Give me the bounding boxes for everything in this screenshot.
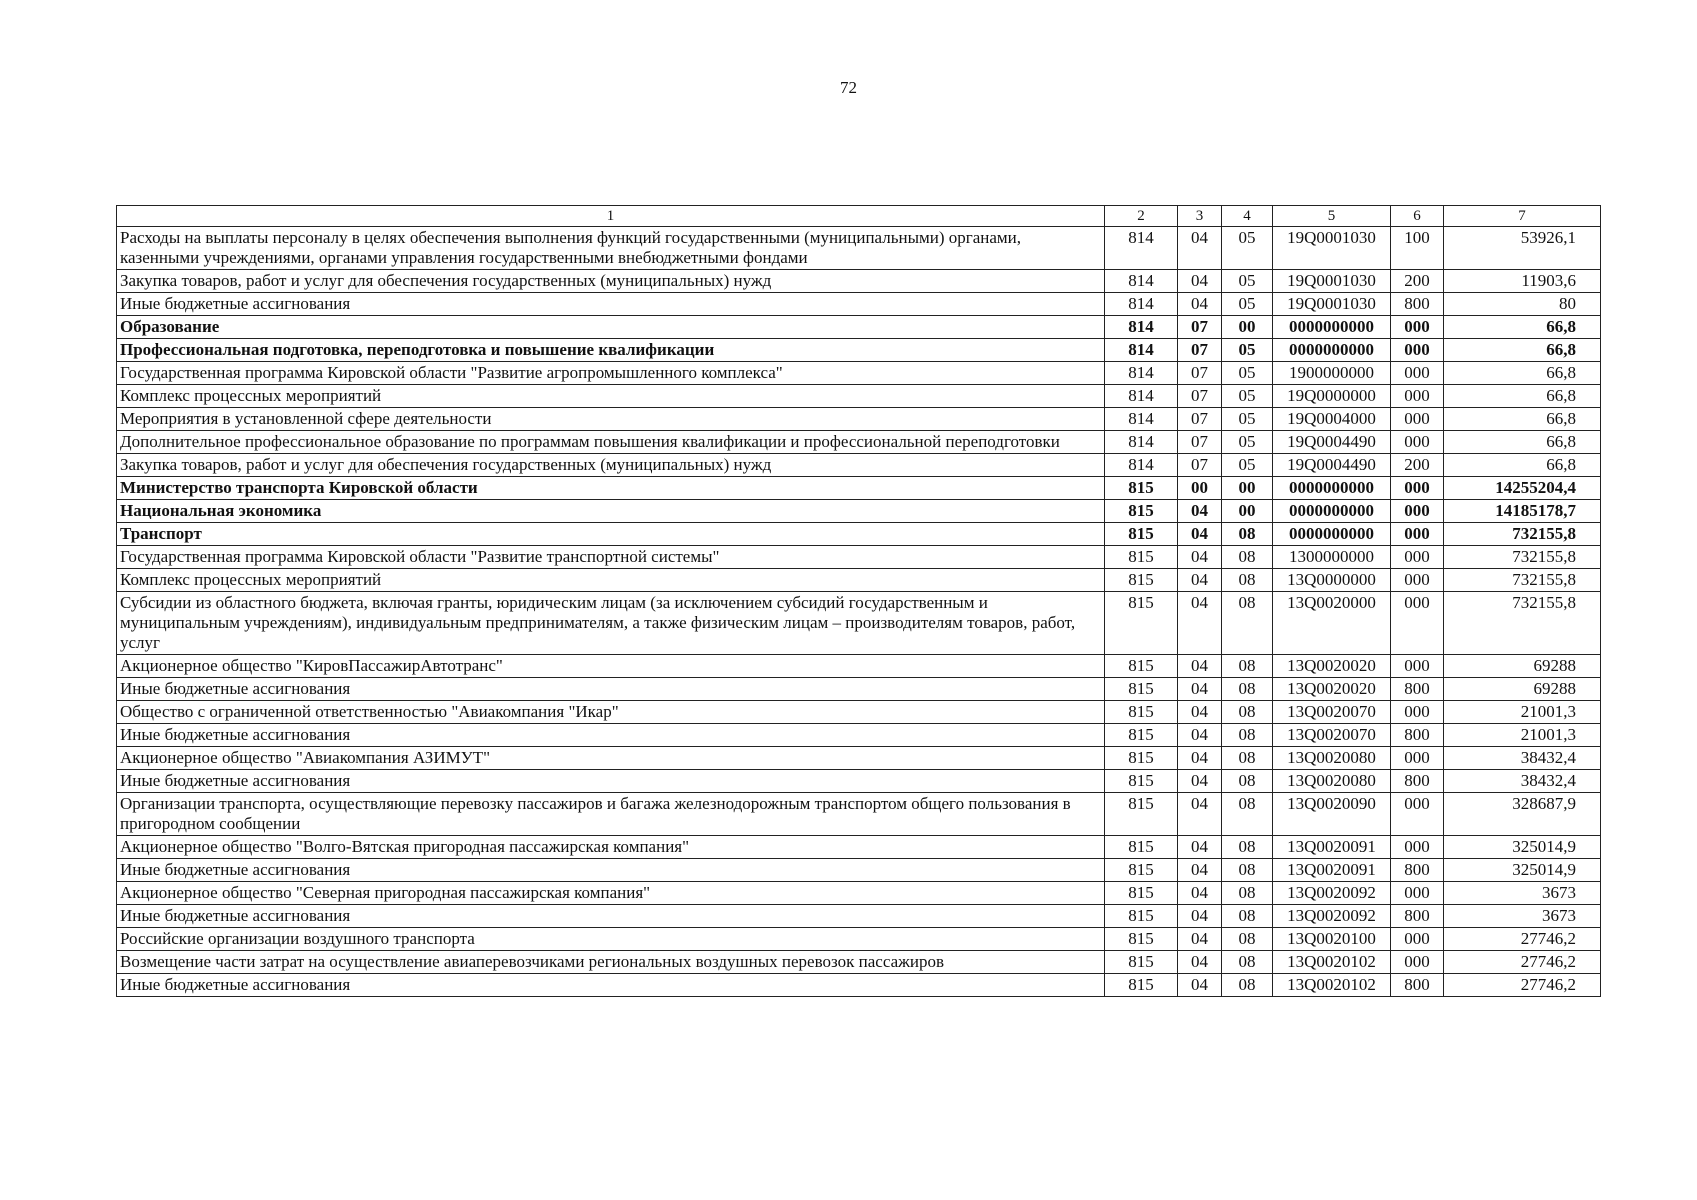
row-code-5: 13Q0020070 — [1273, 724, 1391, 747]
row-code-4: 08 — [1222, 951, 1273, 974]
row-code-6: 000 — [1391, 362, 1444, 385]
row-code-3: 04 — [1178, 770, 1222, 793]
row-code-3: 07 — [1178, 339, 1222, 362]
row-code-5: 13Q0020000 — [1273, 592, 1391, 655]
row-code-2: 814 — [1105, 227, 1178, 270]
column-header-7: 7 — [1444, 206, 1601, 227]
row-code-3: 04 — [1178, 859, 1222, 882]
row-code-5: 13Q0020092 — [1273, 882, 1391, 905]
row-code-3: 07 — [1178, 454, 1222, 477]
table-row — [117, 701, 1601, 724]
row-code-6: 000 — [1391, 339, 1444, 362]
row-code-2: 815 — [1105, 859, 1178, 882]
row-code-4: 08 — [1222, 770, 1273, 793]
row-name: Расходы на выплаты персоналу в целях обеспечения выполнения функций государственными (муниципальными) органами, казенными учреждениями, органами управления государственными внебюджетными фондами — [117, 227, 1105, 270]
table-row — [117, 836, 1601, 859]
row-code-6: 200 — [1391, 454, 1444, 477]
row-code-5: 19Q0004490 — [1273, 454, 1391, 477]
row-name: Иные бюджетные ассигнования — [117, 974, 1105, 997]
row-name: Мероприятия в установленной сфере деятельности — [117, 408, 1105, 431]
row-amount: 38432,4 — [1444, 747, 1601, 770]
row-code-6: 200 — [1391, 270, 1444, 293]
row-code-3: 04 — [1178, 678, 1222, 701]
row-code-2: 815 — [1105, 770, 1178, 793]
row-code-4: 05 — [1222, 293, 1273, 316]
row-code-2: 814 — [1105, 454, 1178, 477]
table-row — [117, 793, 1601, 836]
table-row — [117, 770, 1601, 793]
row-amount: 66,8 — [1444, 385, 1601, 408]
row-code-4: 08 — [1222, 678, 1273, 701]
table-row — [117, 747, 1601, 770]
row-code-4: 08 — [1222, 747, 1273, 770]
row-code-3: 04 — [1178, 905, 1222, 928]
row-code-6: 800 — [1391, 859, 1444, 882]
row-code-3: 04 — [1178, 882, 1222, 905]
row-code-2: 815 — [1105, 546, 1178, 569]
table-row — [117, 385, 1601, 408]
row-code-3: 04 — [1178, 951, 1222, 974]
row-name: Иные бюджетные ассигнования — [117, 293, 1105, 316]
row-amount: 66,8 — [1444, 408, 1601, 431]
row-code-2: 814 — [1105, 385, 1178, 408]
row-code-6: 000 — [1391, 836, 1444, 859]
table-row — [117, 951, 1601, 974]
row-code-5: 13Q0020090 — [1273, 793, 1391, 836]
table-row — [117, 905, 1601, 928]
row-name: Дополнительное профессиональное образование по программам повышения квалификации и профессиональной переподготовки — [117, 431, 1105, 454]
column-header-5: 5 — [1273, 206, 1391, 227]
row-name: Российские организации воздушного транспорта — [117, 928, 1105, 951]
row-code-5: 1900000000 — [1273, 362, 1391, 385]
row-code-3: 04 — [1178, 227, 1222, 270]
row-code-6: 000 — [1391, 793, 1444, 836]
column-header-4: 4 — [1222, 206, 1273, 227]
row-amount: 66,8 — [1444, 362, 1601, 385]
table-row — [117, 362, 1601, 385]
row-name: Возмещение части затрат на осуществление авиаперевозчиками региональных воздушных перевозок пассажиров — [117, 951, 1105, 974]
row-code-3: 04 — [1178, 569, 1222, 592]
row-code-5: 13Q0000000 — [1273, 569, 1391, 592]
row-code-6: 800 — [1391, 974, 1444, 997]
row-code-2: 815 — [1105, 678, 1178, 701]
row-code-2: 815 — [1105, 951, 1178, 974]
row-code-5: 0000000000 — [1273, 477, 1391, 500]
table-row — [117, 293, 1601, 316]
row-code-4: 08 — [1222, 523, 1273, 546]
row-code-4: 05 — [1222, 454, 1273, 477]
row-code-2: 815 — [1105, 701, 1178, 724]
row-code-5: 0000000000 — [1273, 316, 1391, 339]
table-body — [117, 227, 1601, 997]
row-code-5: 13Q0020020 — [1273, 655, 1391, 678]
row-code-4: 00 — [1222, 316, 1273, 339]
row-code-3: 04 — [1178, 592, 1222, 655]
row-amount: 732155,8 — [1444, 592, 1601, 655]
row-code-6: 000 — [1391, 592, 1444, 655]
row-code-6: 000 — [1391, 385, 1444, 408]
row-code-4: 05 — [1222, 227, 1273, 270]
row-code-3: 07 — [1178, 431, 1222, 454]
row-code-2: 815 — [1105, 882, 1178, 905]
row-code-2: 815 — [1105, 500, 1178, 523]
table-row — [117, 270, 1601, 293]
table-row — [117, 500, 1601, 523]
row-code-5: 13Q0020080 — [1273, 747, 1391, 770]
row-code-6: 000 — [1391, 477, 1444, 500]
row-code-6: 000 — [1391, 747, 1444, 770]
row-code-6: 000 — [1391, 951, 1444, 974]
row-code-5: 19Q0001030 — [1273, 227, 1391, 270]
row-code-5: 0000000000 — [1273, 339, 1391, 362]
row-name: Закупка товаров, работ и услуг для обеспечения государственных (муниципальных) нужд — [117, 454, 1105, 477]
row-name: Иные бюджетные ассигнования — [117, 905, 1105, 928]
row-amount: 14185178,7 — [1444, 500, 1601, 523]
row-code-3: 04 — [1178, 747, 1222, 770]
row-code-6: 000 — [1391, 928, 1444, 951]
row-code-4: 05 — [1222, 270, 1273, 293]
table-row — [117, 546, 1601, 569]
row-amount: 53926,1 — [1444, 227, 1601, 270]
row-code-5: 13Q0020070 — [1273, 701, 1391, 724]
table-row — [117, 655, 1601, 678]
row-name: Иные бюджетные ассигнования — [117, 724, 1105, 747]
row-code-3: 07 — [1178, 408, 1222, 431]
row-code-4: 08 — [1222, 546, 1273, 569]
row-code-4: 08 — [1222, 928, 1273, 951]
row-code-5: 13Q0020102 — [1273, 974, 1391, 997]
row-code-3: 07 — [1178, 385, 1222, 408]
row-code-4: 08 — [1222, 569, 1273, 592]
table-row — [117, 974, 1601, 997]
table-row — [117, 859, 1601, 882]
row-amount: 66,8 — [1444, 454, 1601, 477]
row-name: Организации транспорта, осуществляющие перевозку пассажиров и багажа железнодорожным транспортом общего пользования в пригородном сообщении — [117, 793, 1105, 836]
row-name: Иные бюджетные ассигнования — [117, 859, 1105, 882]
row-code-4: 00 — [1222, 477, 1273, 500]
row-code-2: 815 — [1105, 928, 1178, 951]
row-amount: 69288 — [1444, 678, 1601, 701]
row-code-2: 814 — [1105, 408, 1178, 431]
row-code-6: 000 — [1391, 701, 1444, 724]
row-name: Общество с ограниченной ответственностью "Авиакомпания "Икар" — [117, 701, 1105, 724]
row-code-5: 13Q0020080 — [1273, 770, 1391, 793]
row-code-5: 13Q0020102 — [1273, 951, 1391, 974]
row-code-3: 07 — [1178, 362, 1222, 385]
column-header-3: 3 — [1178, 206, 1222, 227]
row-code-6: 000 — [1391, 523, 1444, 546]
row-name: Акционерное общество "Северная пригородная пассажирская компания" — [117, 882, 1105, 905]
row-code-3: 04 — [1178, 523, 1222, 546]
row-code-5: 13Q0020091 — [1273, 836, 1391, 859]
row-code-4: 05 — [1222, 431, 1273, 454]
row-code-5: 1300000000 — [1273, 546, 1391, 569]
row-amount: 732155,8 — [1444, 523, 1601, 546]
row-code-4: 00 — [1222, 500, 1273, 523]
row-code-6: 000 — [1391, 655, 1444, 678]
row-code-3: 04 — [1178, 655, 1222, 678]
row-code-6: 000 — [1391, 882, 1444, 905]
table-row — [117, 592, 1601, 655]
row-amount: 66,8 — [1444, 339, 1601, 362]
row-code-6: 000 — [1391, 546, 1444, 569]
row-amount: 21001,3 — [1444, 701, 1601, 724]
table-row — [117, 316, 1601, 339]
budget-table — [116, 205, 1601, 997]
table-row — [117, 227, 1601, 270]
row-code-3: 04 — [1178, 974, 1222, 997]
row-code-5: 19Q0004000 — [1273, 408, 1391, 431]
table-row — [117, 408, 1601, 431]
row-code-4: 08 — [1222, 882, 1273, 905]
table-header-row — [117, 206, 1601, 227]
row-amount: 3673 — [1444, 882, 1601, 905]
row-code-2: 814 — [1105, 339, 1178, 362]
table-row — [117, 928, 1601, 951]
row-code-2: 814 — [1105, 362, 1178, 385]
row-code-4: 05 — [1222, 408, 1273, 431]
row-amount: 38432,4 — [1444, 770, 1601, 793]
row-code-4: 08 — [1222, 859, 1273, 882]
column-header-1: 1 — [117, 206, 1105, 227]
row-code-3: 04 — [1178, 500, 1222, 523]
row-code-4: 08 — [1222, 836, 1273, 859]
row-amount: 14255204,4 — [1444, 477, 1601, 500]
row-code-5: 19Q0001030 — [1273, 293, 1391, 316]
row-code-4: 08 — [1222, 701, 1273, 724]
row-code-2: 815 — [1105, 655, 1178, 678]
row-code-6: 000 — [1391, 408, 1444, 431]
table-row — [117, 569, 1601, 592]
row-code-2: 815 — [1105, 905, 1178, 928]
table-row — [117, 477, 1601, 500]
table-row — [117, 678, 1601, 701]
row-name: Государственная программа Кировской области "Развитие агропромышленного комплекса" — [117, 362, 1105, 385]
row-code-2: 814 — [1105, 270, 1178, 293]
row-code-2: 815 — [1105, 793, 1178, 836]
row-name: Комплекс процессных мероприятий — [117, 569, 1105, 592]
row-amount: 732155,8 — [1444, 569, 1601, 592]
row-code-2: 815 — [1105, 592, 1178, 655]
table-row — [117, 431, 1601, 454]
row-code-5: 13Q0020092 — [1273, 905, 1391, 928]
row-code-2: 815 — [1105, 747, 1178, 770]
row-code-3: 04 — [1178, 793, 1222, 836]
row-code-2: 814 — [1105, 293, 1178, 316]
row-code-4: 08 — [1222, 655, 1273, 678]
row-code-5: 0000000000 — [1273, 523, 1391, 546]
row-code-2: 815 — [1105, 724, 1178, 747]
row-name: Иные бюджетные ассигнования — [117, 678, 1105, 701]
row-name: Иные бюджетные ассигнования — [117, 770, 1105, 793]
page-number: 72 — [840, 78, 857, 97]
row-code-4: 05 — [1222, 362, 1273, 385]
row-name: Акционерное общество "Авиакомпания АЗИМУТ" — [117, 747, 1105, 770]
row-code-6: 800 — [1391, 678, 1444, 701]
row-code-6: 000 — [1391, 431, 1444, 454]
row-code-4: 08 — [1222, 974, 1273, 997]
row-code-4: 08 — [1222, 905, 1273, 928]
row-amount: 21001,3 — [1444, 724, 1601, 747]
row-amount: 325014,9 — [1444, 836, 1601, 859]
row-name: Министерство транспорта Кировской области — [117, 477, 1105, 500]
row-code-3: 07 — [1178, 316, 1222, 339]
table-row — [117, 882, 1601, 905]
row-code-2: 814 — [1105, 316, 1178, 339]
row-code-3: 04 — [1178, 836, 1222, 859]
row-amount: 732155,8 — [1444, 546, 1601, 569]
row-amount: 11903,6 — [1444, 270, 1601, 293]
row-amount: 27746,2 — [1444, 951, 1601, 974]
column-header-6: 6 — [1391, 206, 1444, 227]
row-code-6: 100 — [1391, 227, 1444, 270]
row-amount: 27746,2 — [1444, 928, 1601, 951]
row-code-4: 08 — [1222, 592, 1273, 655]
row-code-2: 815 — [1105, 974, 1178, 997]
row-name: Государственная программа Кировской области "Развитие транспортной системы" — [117, 546, 1105, 569]
row-code-6: 000 — [1391, 569, 1444, 592]
row-amount: 328687,9 — [1444, 793, 1601, 836]
row-amount: 69288 — [1444, 655, 1601, 678]
row-code-6: 800 — [1391, 724, 1444, 747]
column-header-2: 2 — [1105, 206, 1178, 227]
row-code-6: 800 — [1391, 293, 1444, 316]
row-code-6: 000 — [1391, 500, 1444, 523]
row-code-6: 800 — [1391, 905, 1444, 928]
row-code-5: 13Q0020020 — [1273, 678, 1391, 701]
row-code-5: 0000000000 — [1273, 500, 1391, 523]
row-code-2: 814 — [1105, 431, 1178, 454]
row-code-4: 05 — [1222, 385, 1273, 408]
row-name: Профессиональная подготовка, переподготовка и повышение квалификации — [117, 339, 1105, 362]
row-code-3: 00 — [1178, 477, 1222, 500]
row-code-5: 13Q0020100 — [1273, 928, 1391, 951]
row-name: Комплекс процессных мероприятий — [117, 385, 1105, 408]
row-code-2: 815 — [1105, 836, 1178, 859]
row-code-4: 05 — [1222, 339, 1273, 362]
table-row — [117, 724, 1601, 747]
row-name: Закупка товаров, работ и услуг для обеспечения государственных (муниципальных) нужд — [117, 270, 1105, 293]
row-name: Образование — [117, 316, 1105, 339]
table-row — [117, 339, 1601, 362]
row-code-5: 19Q0000000 — [1273, 385, 1391, 408]
row-code-6: 000 — [1391, 316, 1444, 339]
row-code-4: 08 — [1222, 793, 1273, 836]
row-code-6: 800 — [1391, 770, 1444, 793]
row-name: Акционерное общество "Волго-Вятская пригородная пассажирская компания" — [117, 836, 1105, 859]
row-code-3: 04 — [1178, 701, 1222, 724]
row-amount: 3673 — [1444, 905, 1601, 928]
row-code-2: 815 — [1105, 569, 1178, 592]
row-code-2: 815 — [1105, 523, 1178, 546]
row-amount: 66,8 — [1444, 316, 1601, 339]
row-code-5: 19Q0001030 — [1273, 270, 1391, 293]
row-code-3: 04 — [1178, 724, 1222, 747]
row-name: Акционерное общество "КировПассажирАвтотранс" — [117, 655, 1105, 678]
row-code-3: 04 — [1178, 546, 1222, 569]
table-row — [117, 454, 1601, 477]
row-name: Национальная экономика — [117, 500, 1105, 523]
row-amount: 27746,2 — [1444, 974, 1601, 997]
row-name: Субсидии из областного бюджета, включая гранты, юридическим лицам (за исключением субсидий государственным и муниципальным учреждениям), индивидуальным предпринимателям, а также физическим лицам – производителям товаров, работ, услуг — [117, 592, 1105, 655]
row-code-5: 19Q0004490 — [1273, 431, 1391, 454]
row-code-5: 13Q0020091 — [1273, 859, 1391, 882]
row-code-3: 04 — [1178, 293, 1222, 316]
row-amount: 325014,9 — [1444, 859, 1601, 882]
row-name: Транспорт — [117, 523, 1105, 546]
row-code-3: 04 — [1178, 928, 1222, 951]
row-code-2: 815 — [1105, 477, 1178, 500]
row-amount: 66,8 — [1444, 431, 1601, 454]
row-code-4: 08 — [1222, 724, 1273, 747]
row-code-3: 04 — [1178, 270, 1222, 293]
row-amount: 80 — [1444, 293, 1601, 316]
table-row — [117, 523, 1601, 546]
